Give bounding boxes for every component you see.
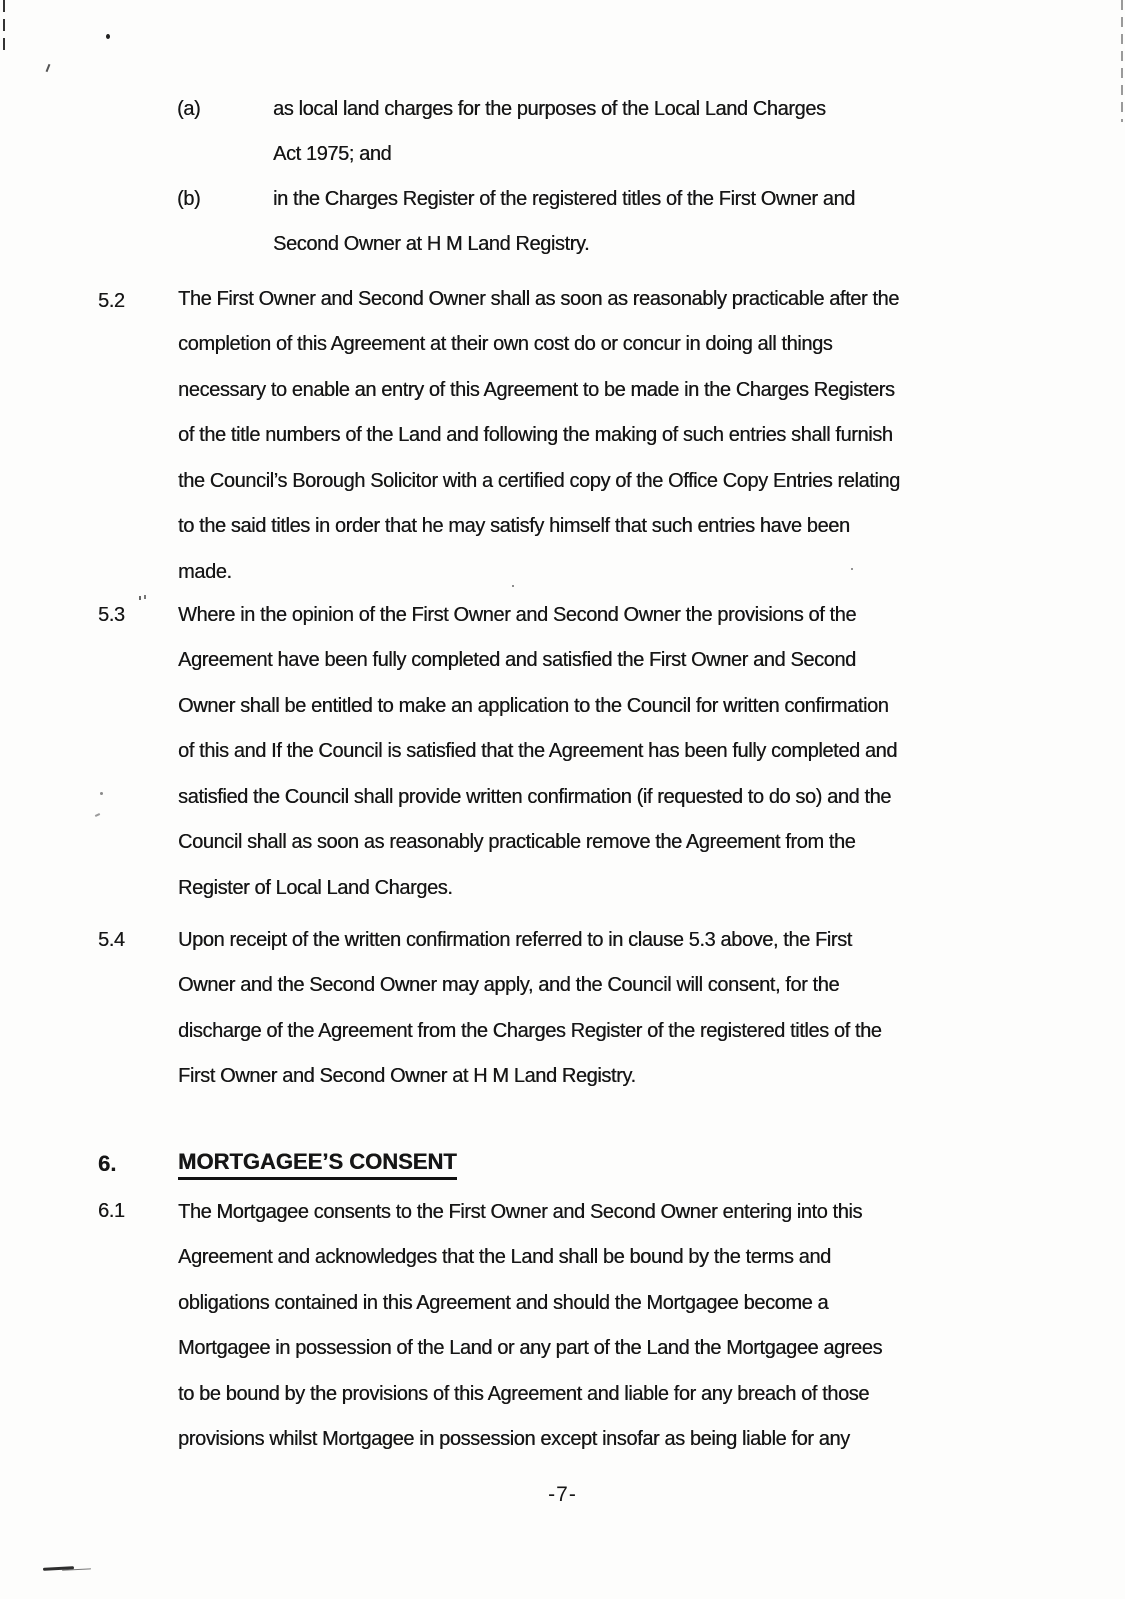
clause-line: to be bound by the provisions of this Agreement and liable for any breach of those	[178, 1383, 869, 1405]
clause-number: 5.3	[98, 604, 125, 626]
sub-clause-line: in the Charges Register of the registered titles of the First Owner and	[273, 188, 855, 210]
scan-artifact	[851, 568, 853, 570]
sub-clause-line: Second Owner at H M Land Registry.	[273, 233, 590, 255]
scan-artifact	[1121, 0, 1123, 122]
scan-artifact	[106, 34, 110, 39]
clause-number: 5.4	[98, 929, 125, 951]
sub-clause-line: Act 1975; and	[273, 143, 392, 165]
sub-clause-label: (a)	[177, 98, 201, 120]
scan-artifact	[512, 585, 514, 587]
clause-line: Agreement and acknowledges that the Land shall be bound by the terms and	[178, 1246, 831, 1268]
sub-clause-line: as local land charges for the purposes of the Local Land Charges	[273, 98, 826, 120]
section-number: 6.	[98, 1151, 117, 1176]
clause-line: Mortgagee in possession of the Land or any part of the Land the Mortgagee agrees	[178, 1337, 883, 1359]
clause-line: Agreement have been fully completed and satisfied the First Owner and Second	[178, 649, 856, 671]
clause-line: completion of this Agreement at their own cost do or concur in doing all things	[178, 333, 833, 355]
clause-line: provisions whilst Mortgagee in possession except insofar as being liable for any	[178, 1428, 850, 1450]
clause-number: 5.2	[98, 290, 125, 312]
sub-clause-label: (b)	[177, 188, 201, 210]
scan-artifact	[46, 64, 51, 72]
clause-line: The First Owner and Second Owner shall as soon as reasonably practicable after the	[178, 288, 899, 310]
page-number: -7-	[548, 1483, 577, 1506]
clause-line: the Council’s Borough Solicitor with a certified copy of the Office Copy Entries relating	[178, 470, 900, 492]
clause-line: made.	[178, 561, 232, 583]
scan-artifact	[43, 1566, 74, 1571]
clause-line: of the title numbers of the Land and following the making of such entries shall furnish	[178, 424, 893, 446]
clause-line: The Mortgagee consents to the First Owner and Second Owner entering into this	[178, 1201, 863, 1223]
clause-number: 6.1	[98, 1200, 125, 1222]
scan-artifact	[139, 596, 141, 600]
clause-line: necessary to enable an entry of this Agreement to be made in the Charges Registers	[178, 379, 895, 401]
clause-line: Where in the opinion of the First Owner and Second Owner the provisions of the	[178, 604, 857, 626]
scan-artifact	[3, 0, 5, 56]
clause-line: obligations contained in this Agreement and should the Mortgagee become a	[178, 1292, 829, 1314]
clause-line: Upon receipt of the written confirmation referred to in clause 5.3 above, the First	[178, 929, 852, 951]
clause-line: Owner shall be entitled to make an application to the Council for written confirmation	[178, 695, 889, 717]
clause-line: to the said titles in order that he may satisfy himself that such entries have been	[178, 515, 850, 537]
clause-line: of this and If the Council is satisfied that the Agreement has been fully completed and	[178, 740, 897, 762]
clause-line: Register of Local Land Charges.	[178, 877, 453, 899]
scan-artifact	[100, 792, 103, 795]
clause-line: Council shall as soon as reasonably practicable remove the Agreement from the	[178, 831, 856, 853]
clause-line: satisfied the Council shall provide written confirmation (if requested to do so) and the	[178, 786, 891, 808]
section-title: MORTGAGEE’S CONSENT	[178, 1150, 457, 1180]
clause-line: First Owner and Second Owner at H M Land Registry.	[178, 1065, 636, 1087]
scan-artifact	[95, 813, 100, 817]
clause-line: Owner and the Second Owner may apply, and the Council will consent, for the	[178, 974, 840, 996]
clause-line: discharge of the Agreement from the Charges Register of the registered titles of the	[178, 1020, 882, 1042]
